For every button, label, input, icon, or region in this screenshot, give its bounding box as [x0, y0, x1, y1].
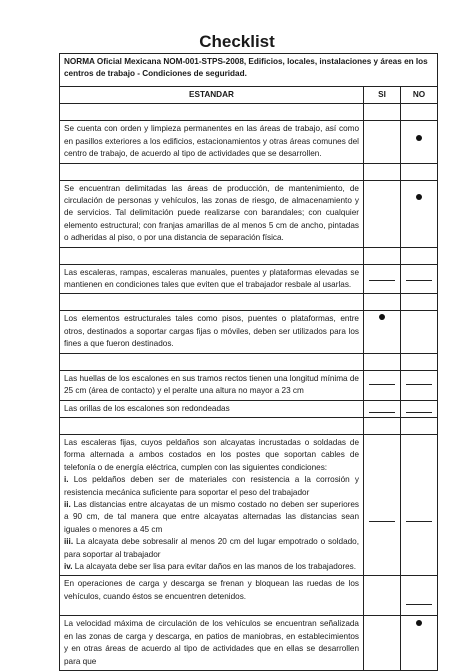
no-cell[interactable]: [401, 121, 438, 163]
column-header-row: [60, 87, 438, 104]
blank-line: [369, 521, 395, 522]
blank-line: [406, 412, 432, 413]
no-cell[interactable]: [401, 576, 438, 616]
table-row: [60, 121, 438, 163]
sub-item-text: La alcayata debe sobresalir al menos 20 cm del lugar empotrado o soldado, para soportar al trabajador: [64, 537, 360, 559]
spacer-row: [60, 104, 438, 121]
spacer-row: [60, 417, 438, 434]
si-cell[interactable]: [364, 180, 401, 247]
standard-text: Las escaleras fijas, cuyos peldaños son alcayatas incrustadas o soldadas de forma alternada a ambos costados en los postes que soportan cables de telefonía o de energía eléctrica, cumplen con las siguientes condiciones:: [64, 437, 359, 472]
column-no: NO: [401, 87, 438, 104]
sub-item-text: Las distancias entre alcayatas de un mismo costado no deben ser superiores a 90 cm, de tal manera que entre alcayatas alternadas las distancias sean iguales o menores a 45 cm: [64, 499, 360, 534]
norma-header-row: [60, 54, 438, 87]
si-cell[interactable]: [364, 370, 401, 400]
sub-item: [64, 499, 359, 536]
no-cell[interactable]: [401, 180, 438, 247]
table-row: [60, 180, 438, 247]
standard-text: La velocidad máxima de circulación de los vehículos se encuentran señalizada en las zonas de carga y descarga, en patios de maniobras, en establecimientos y en otras áreas de acuerdo al tipo de actividades que en ellas se desarrollen para que: [60, 616, 364, 671]
column-si: SI: [364, 87, 401, 104]
no-cell[interactable]: [401, 400, 438, 417]
standard-text: Las huellas de los escalones en sus tramos rectos tienen una longitud mínima de 25 cm (área de contacto) y el peralte una altura no mayor a 23 cm: [60, 370, 364, 400]
table-row: [60, 576, 438, 616]
si-cell[interactable]: [364, 616, 401, 671]
table-row: [60, 264, 438, 294]
si-cell[interactable]: [364, 400, 401, 417]
standard-text: En operaciones de carga y descarga se frenan y bloquean las ruedas de los vehículos, cuando éstos se encuentren detenidos.: [60, 576, 364, 616]
sub-item-text: Los peldaños deben ser de materiales con resistencia a la corrosión y resistencia mecánica suficiente para soportar el peso del trabajador: [64, 475, 359, 497]
spacer-row: [60, 294, 438, 311]
blank-line: [369, 280, 395, 281]
sub-item: [64, 474, 359, 499]
standard-text: Se cuenta con orden y limpieza permanentes en las áreas de trabajo, así como en pasillos exteriores a los edificios, estacionamientos y otras áreas comunes del centro de trabajo, de acuerdo al tipo de actividades que se desarrollen.: [60, 121, 364, 163]
no-cell[interactable]: [401, 264, 438, 294]
sub-item-number: iii.: [64, 537, 74, 547]
blank-line: [406, 604, 432, 605]
si-cell[interactable]: [364, 264, 401, 294]
column-estandar: ESTANDAR: [60, 87, 364, 104]
table-row: [60, 370, 438, 400]
blank-line: [406, 280, 432, 281]
no-cell[interactable]: [401, 434, 438, 575]
checked-dot-icon: [416, 194, 422, 200]
sub-item-number: iv.: [64, 561, 73, 571]
sub-item: [64, 536, 359, 561]
standard-text: Las escaleras, rampas, escaleras manuales, puentes y plataformas elevadas se mantienen en condiciones tales que eviten que el trabajador resbale al usarlas.: [60, 264, 364, 294]
standard-text: Los elementos estructurales tales como pisos, puentes o plataformas, entre otros, destinados a soportar cargas fijas o móviles, deben ser utilizados para los fines a que fueron destinados.: [60, 311, 364, 353]
checked-dot-icon: [416, 620, 422, 626]
sub-item-text: La alcayata debe ser lisa para evitar daños en las manos de los trabajadores.: [74, 561, 357, 571]
table-row: [60, 616, 438, 671]
page-title: Checklist: [199, 32, 275, 51]
si-cell[interactable]: [364, 434, 401, 575]
blank-line: [406, 521, 432, 522]
norma-title: NORMA Oficial Mexicana NOM-001-STPS-2008, Edificios, locales, instalaciones y áreas en los centros de trabajo - Condiciones de seguridad.: [60, 54, 438, 87]
sub-item-number: ii.: [64, 499, 71, 509]
checklist-table: [59, 53, 438, 671]
no-cell[interactable]: [401, 616, 438, 671]
checked-dot-icon: [379, 314, 385, 320]
blank-line: [369, 412, 395, 413]
blank-line: [369, 384, 395, 385]
standard-text: Las orillas de los escalones son redondeadas: [60, 400, 364, 417]
checked-dot-icon: [416, 135, 422, 141]
spacer-row: [60, 163, 438, 180]
table-row: [60, 311, 438, 353]
standard-text: Se encuentran delimitadas las áreas de producción, de mantenimiento, de circulación de personas y vehículos, las zonas de riesgo, de almacenamiento y de servicios. Tal delimitación puede realizarse con barandales; con cualquier elemento estructural; con franjas amarillas de al menos 5 cm de ancho, pintadas o adheridas al piso, o por una distancia de separación física.: [60, 180, 364, 247]
spacer-row: [60, 353, 438, 370]
si-cell[interactable]: [364, 576, 401, 616]
table-row: [60, 400, 438, 417]
no-cell[interactable]: [401, 370, 438, 400]
sub-item: [64, 561, 359, 573]
blank-line: [406, 384, 432, 385]
sub-item-number: i.: [64, 475, 69, 485]
si-cell[interactable]: [364, 121, 401, 163]
table-row: [60, 434, 438, 575]
si-cell[interactable]: [364, 311, 401, 353]
spacer-row: [60, 247, 438, 264]
no-cell[interactable]: [401, 311, 438, 353]
standard-text-group: [60, 434, 364, 575]
